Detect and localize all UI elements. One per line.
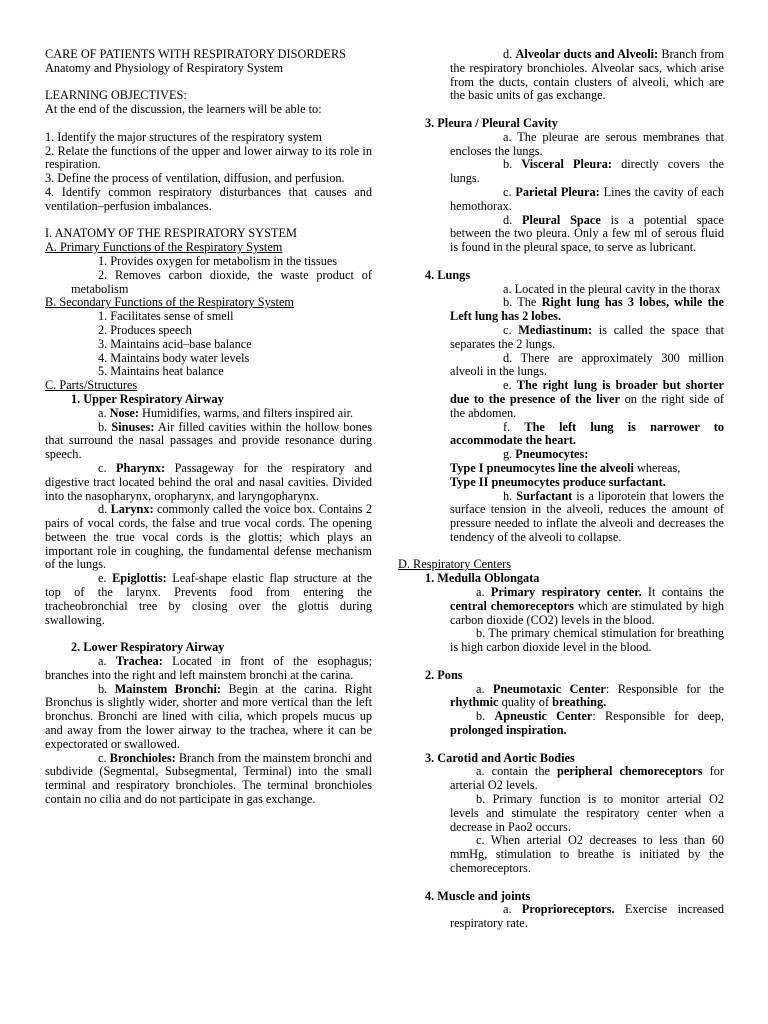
lungs-item: Type I pneumocytes line the alveoli whereas,: [450, 460, 681, 475]
lower-airway-item: c. Bronchioles: Branch from the mainstem bronchi and subdivide (Segmental, Subsegmental, Terminal) into the small terminal and respiratory bronchioles. The terminal bronchioles contain no cilia and do not participate in gas exchange.: [45, 750, 372, 807]
carotid-item: c. When arterial O2 decreases to less than 60 mmHg, stimulation to breathe is initiated by the chemoreceptors.: [450, 833, 724, 876]
primary-function-item: 2. Removes carbon dioxide, the waste product of metabolism: [71, 267, 372, 296]
upper-airway-item: c. Pharynx: Passageway for the respiratory and digestive tract located behind the oral and nasal cavities. Divided into the nasopharynx, oropharynx, and laryngopharynx.: [45, 460, 373, 503]
lungs-item: e. The right lung is broader but shorter due to the presence of the liver on the right side of the abdomen.: [450, 378, 725, 420]
lungs-item: h. Surfactant is a liporotein that lowers the surface tension in the alveoli, reduces the amount of pressure needed to inflate the alveoli and decreases the tendency of the alveoli to collapse.: [450, 488, 724, 544]
pleura-heading: 3. Pleura / Pleural Cavity: [425, 115, 558, 130]
secondary-function-item: 5. Maintains heat balance: [98, 364, 224, 379]
lungs-item: b. The Right lung has 3 lobes, while the Left lung has 2 lobes.: [450, 295, 724, 324]
pleura-item: b. Visceral Pleura: directly covers the lungs.: [450, 157, 724, 186]
upper-airway-item: a. Nose: Humidifies, warms, and filters inspired air.: [98, 405, 354, 420]
carotid-item: b. Primary function is to monitor arterial O2 levels and stimulate the respiratory center when a decrease in Pao2 occurs.: [450, 792, 724, 834]
secondary-function-item: 2. Produces speech: [98, 322, 192, 337]
muscle-item: a. Proprioreceptors. Exercise increased respiratory rate.: [450, 902, 724, 931]
lungs-item: Type II pneumocytes produce surfactant.: [450, 474, 666, 489]
lower-airway-item: b. Mainstem Bronchi: Begin at the carina. Right Bronchus is slightly wider, shorter and more vertical than the left bronchus. Bronchi are lined with cilia, which propels mucus up and away from the lower airway to the trachea, where it can be expectorated or swallowed.: [45, 681, 372, 751]
objective-item: 1. Identify the major structures of the respiratory system: [45, 129, 322, 144]
upper-airway-item: e. Epiglottis: Leaf-shape elastic flap structure at the top of the larynx. Prevents food from entering the tracheobronchial tree by closing over the glottis during swallowing.: [45, 571, 373, 627]
medulla-heading: 1. Medulla Oblongata: [425, 571, 540, 586]
pleura-item: a. The pleurae are serous membranes that encloses the lungs.: [450, 129, 724, 158]
medulla-item: b. The primary chemical stimulation for breathing is high carbon dioxide level in the blood.: [450, 626, 724, 655]
primary-functions-heading: A. Primary Functions of the Respiratory System: [45, 240, 283, 255]
upper-airway-item: b. Sinuses: Air filled cavities within the hollow bones that surround the nasal passages and provide resonance during speech.: [45, 419, 372, 462]
objective-item: 2. Relate the functions of the upper and lower airway to its role in respiration.: [45, 143, 372, 172]
primary-function-item: 1. Provides oxygen for metabolism in the tissues: [98, 253, 338, 268]
document-subtitle: Anatomy and Physiology of Respiratory System: [45, 60, 284, 75]
lungs-item: a. Located in the pleural cavity in the thorax: [503, 281, 721, 296]
secondary-functions-heading: B. Secondary Functions of the Respiratory System: [45, 295, 294, 310]
upper-airway-heading: 1. Upper Respiratory Airway: [71, 391, 224, 406]
alveoli-item: d. Alveolar ducts and Alveoli: Branch from the respiratory bronchioles. Alveolar sacs, which arise from the ducts, contain clusters of alveoli, which are the basic units of gas exchange.: [450, 47, 725, 103]
carotid-heading: 3. Carotid and Aortic Bodies: [425, 750, 575, 765]
lower-airway-item: a. Trachea: Located in front of the esophagus; branches into the right and left mainstem bronchi at the carina.: [45, 654, 372, 682]
objectives-heading: LEARNING OBJECTIVES:: [45, 88, 187, 103]
secondary-function-item: 4. Maintains body water levels: [98, 350, 250, 365]
medulla-item: a. Primary respiratory center. It contains the central chemoreceptors which are stimulated by high carbon dioxide (CO2) levels in the blood.: [450, 585, 724, 627]
muscle-heading: 4. Muscle and joints: [425, 888, 531, 903]
section-heading-anatomy: I. ANATOMY OF THE RESPIRATORY SYSTEM: [45, 226, 297, 241]
lungs-heading: 4. Lungs: [425, 267, 471, 282]
carotid-item: a. contain the peripheral chemoreceptors for arterial O2 levels.: [450, 764, 724, 793]
upper-airway-item: d. Larynx: commonly called the voice box. Contains 2 pairs of vocal cords, the false and true vocal cords. The opening between the true vocal cords is the glottis; which plays an important role in coughing, the fundamental defense mechanism of the lungs.: [45, 502, 372, 572]
lower-airway-heading: 2. Lower Respiratory Airway: [71, 640, 225, 655]
parts-heading: C. Parts/Structures: [45, 378, 138, 393]
objective-item: 3. Define the process of ventilation, diffusion, and perfusion.: [45, 171, 345, 186]
pons-heading: 2. Pons: [425, 667, 463, 682]
secondary-function-item: 3. Maintains acid–base balance: [98, 336, 252, 351]
pleura-item: c. Parietal Pleura: Lines the cavity of each hemothorax.: [450, 184, 725, 213]
objective-item: 4. Identify common respiratory disturbances that causes and ventilation–perfusion imbalances.: [45, 184, 372, 213]
lungs-item: d. There are approximately 300 million alveoli in the lungs.: [450, 350, 724, 379]
left-column: [45, 48, 372, 807]
pons-item: b. Apneustic Center: Responsible for deep, prolonged inspiration.: [450, 709, 725, 738]
right-column: [398, 47, 725, 931]
lungs-item: g. Pneumocytes:: [503, 447, 589, 462]
objectives-intro: At the end of the discussion, the learners will be able to:: [45, 102, 322, 117]
secondary-function-item: 1. Facilitates sense of smell: [98, 309, 234, 324]
lungs-item: c. Mediastinum: is called the space that separates the 2 lungs.: [450, 322, 725, 351]
pons-item: a. Pneumotaxic Center: Responsible for the rhythmic quality of breathing.: [450, 681, 724, 710]
respiratory-centers-heading: D. Respiratory Centers: [398, 557, 512, 572]
document-title: CARE OF PATIENTS WITH RESPIRATORY DISORDERS: [45, 47, 346, 61]
lungs-item: f. The left lung is narrower to accommodate the heart.: [450, 419, 724, 448]
pleura-item: d. Pleural Space is a potential space between the two pleura. Only a few ml of serous fluid is found in the pleural space, to serve as lubricant.: [450, 212, 725, 255]
